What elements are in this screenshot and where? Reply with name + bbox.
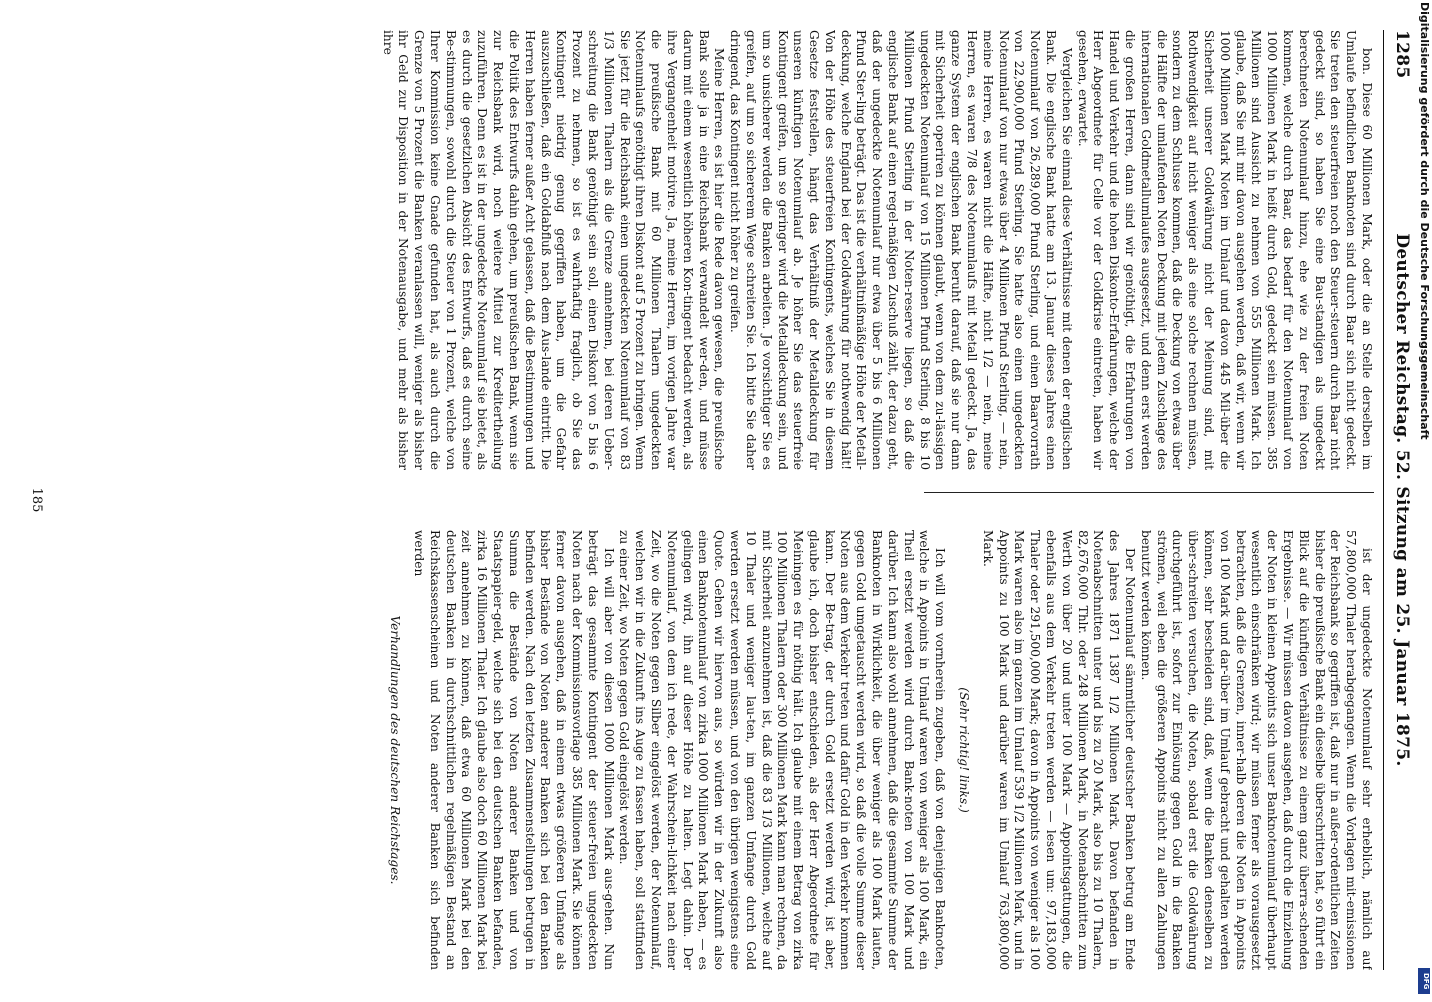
text-column-right: [54, 530, 1374, 970]
paragraph: Ich will aber von diesen 1000 Millionen Mark aus-gehen. Nun beträgt das gesammte Kontingent der steuer-freien ungedeckten Noten nach der Kommissionsvorlage 385 Millionen Mark. Sie können ferner davon ausgehen, daß in einem etwas größeren Umfange als bisher Bestände von Noten anderer Banken sich bei den Banken befinden werden. Nach den letzten Zusammenstellungen betrugen in Summa die Bestände von Noten anderer Banken und von Staatspapier-geld, welche sich bei den deutschen Banken befanden, zirka 16 Millionen Thaler. Ich glaube also doch 60 Millionen Mark bei zeit annehmen zu können, daß etwa 60 Millionen Mark bei den deutschen Banken in durchschnittlichen regelmäßigen Bestand an Reichskassenscheinen und Noten anderer Banken sich befinden werden: [411, 530, 616, 970]
header-page-number: 1285: [1392, 30, 1412, 79]
paragraph: Meine Herren, es ist hier die Rede davon gewesen, die preußische Bank solle ja in eine Reichsbank verwandelt wer-den, und müsse darum mit einem wesentlich höheren Kon-tingent bedacht werden, als ihre Vergangenheit motivire. Ja, meine Herren, im vorigen Jahre war die preußische Bank mit 60 Millionen Thalern ungedeckten Notenumlaufs genöthigt ihren Diskont auf 5 Prozent zu bringen. Wenn Sie jetzt für die Reichsbank einen ungedeckten Notenumlauf von 83 1/3 Millionen Thalern als die Grenze annehmen, bei deren Ueber-schreitung die Bank genöthigt sein soll, einen Diskont von 5 bis 6 Prozent zu nehmen, so ist es wahrhaftig fraglich, ob Sie das Kontingent niedrig genug gegriffen haben, um die Gefahr auszuschließen, daß ein Goldabfluß nach dem Aus-lande eintritt. Die Herren haben ferner außer Acht gelassen, daß die Bestimmungen und die Politik des Entwurfs dahin gehen, um preußischen Bank, wenn sie zur Reichsbank wird, noch weitere Mittel zur Kreditertheilung zuzuführen. Denn es ist in der ungedeckte Notenumlauf sie bietet, als es durch die gesetzlichen Absicht des Entwurfs, daß es durch seine Be-stimmungen, sowohl durch die Steuer von 1 Prozent, welche von Ihrer Kommission keine Gnade gefunden hat, als auch durch die Grenze von 5 Prozent die Banken veranlassen will, weniger als bisher ihr Geld zur Disposition in der Notenausgabe, und mehr als bisher ihre: [380, 30, 727, 470]
paragraph: Vergleichen Sie einmal diese Verhältnisse mit denen der englischen Bank. Die englische Bank hatte am 13. Januar dieses Jahres einen Notenumlauf von 26,289,000 Pfund Sterling, und einen Baarvorrath von 22,900,000 Pfund Sterling. Sie hatte also einen ungedeckten Notenumlauf von nur etwas über 4 Millionen Pfund Sterling, — nein, meine Herren, es waren nicht die Hälfte, nicht 1/2 — nein, meine Herren, es waren 7/8 des Notenumlaufs mit Metall gedeckt. Ja, das ganze System der englischen Bank beruht darauf, daß sie nur dann mit Sicherheit operiren zu können glaubt, wenn von dem zu-lässigen ungedeckten Notenumlauf von 15 Millionen Pfund Sterling, 8 bis 10 Millionen Pfund Sterling in der Noten-reserve liegen, so daß die englische Bank auf einen regel-mäßigen Zuschuß zählt, der dazu geht, daß der ungedeckte Notenumlauf nur etwa über 5 bis 6 Millionen Pfund Ster-ling beträgt. Das ist die verhältnißmäßige Höhe der Metall-deckung, welche England bei der Goldwährung für nothwendig hält! Von der Höhe des steuerfreien Kontingents, welches Sie in diesem Gesetze feststellen, hängt das Verhältniß der Metalldeckung für unseren künftigen Notenumlauf ab. Je höher Sie das steuerfreie Kontingent greifen, um so geringer wird die Metalldeckung sein, und um so unsicherer werden die Banken arbeiten. Je vorsichtiger Sie es greifen, auf um so sichererem Wege schreiten Sie. Ich bitte Sie daher dringend, das Kontingent nicht höher zu greifen.: [728, 30, 1074, 470]
dfg-attribution-strip: [1416, 0, 1432, 1000]
header-title: Deutscher Reichstag. 52. Sitzung am 25. Januar 1875.: [1392, 233, 1412, 767]
page-header: [1383, 30, 1414, 970]
page-footer-number: 185: [29, 487, 44, 513]
interjection: (Sehr richtig! links.): [957, 687, 972, 813]
attribution-text: Digitalisierung gefördert durch die Deutsche Forschungsgemeinschaft: [1418, 2, 1431, 440]
signature-line: Verhandlungen des deutschen Reichstages.: [388, 615, 403, 885]
paragraph: bon. Diese 60 Millionen Mark, oder die an Stelle derselben im Umlaufe befindlichen Banknoten sind durch Baar sich nicht gedeckt. Sie treten den steuerfreien noch den Steuer-steuern durch Baar nicht gedeckt sind, so haben Sie eine Bau-standigen als ungedeckt berechneten Notenumlauf hinzu, ehe wie zu der freien Noten kommen, welche durch Baar, das bedarf für den Notenumlauf von 1000 Millionen Mark in heißt durch Gold, gedeckt sein müssen. 385 Millionen sind Aussicht zu nehmen von 555 Millionen Mark. Ich glaube, daß Sie mit mir davon ausgehen werden, daß wir, wenn wir 1000 Millionen Mark Noten im Umlauf und davon 445 Mil-über die Sicherheit unserer Goldwährung nicht der Meinung sind, mit Rothwendigkeit auf nicht weniger als eine solche rechnen müssen, sondern zu dem Schlusse kommen, daß die Deckung von etwas über die Hälfte der umlaufenden Noten Deckung mit jedem Zuschlage des internationalen Goldmetallumlaufes ausgesetzt, und denn erst werden die großen Herren, dann sind wir genöthigt, die Erfahrungen von Handel und Verkehr und die hohen Diskonto-Erfahrungen, welche der Herr Abgeordnete für Celle vor der Goldkrise eintreten, haben wir gesehen, erwartet.: [1075, 30, 1374, 470]
column-divider: [924, 492, 1374, 493]
text-column-left: [54, 30, 1374, 470]
paragraph: Der Notenumlauf sämmtlicher deutscher Banken betrug am Ende des Jahres 1871 1387 1/2 Millionen Mark. Davon befanden in Notenabschnitten unter und bis zu 20 Mark, also bis zu 10 Thalern, 82,676,000 Thlr. oder 248 Millionen Mark, in Notenabschnitten zum Werth von über 20 und unter 100 Mark — Appointsgattungen, die ebenfalls aus dem Verkehr treten werden — lesen um: 97,183,000 Thaler oder 291,500,000 Mark; davon in Appoints von weniger als 100 Mark waren also im ganzen im Umlauf 539 1/2 Millionen Mark, und in Appoints zu 100 Mark und darüber waren im Umlauf 763,800,000 Mark.: [980, 530, 1138, 970]
paragraph: Ich will vom vornherein zugeben, daß von denjenigen Banknoten, welche in Appoints in Umlauf waren von weniger als 100 Mark, ein Theil ersetzt werden wird durch Bank-noten von 100 Mark und darüber. Ich kann also wohl annehmen, daß die gesammte Summe der Banknoten in Wirklichkeit, die über weniger als 100 Mark lauten, gegen Gold umgetauscht werden wird, so daß die volle Summe dieser Noten aus dem Verkehr treten und dafür Gold in den Verkehr kommen kann. Der Be-trag, der durch Gold ersetzt werden wird, ist aber, glaube ich, doch bisher entschieden, als der Herr Abgeordnete für Meiningen es für nöthig hält. Ich glaube mit einem Betrag von zirka 100 Millionen Thalern oder 300 Millionen Mark kann man rechnen, da mit Sicherheit anzunehmen ist, daß die 83 1/3 Millionen, welche auf 10 Thaler und weniger lau-ten, im ganzen Umfange durch Gold werden ersetzt werden müssen, und von den übrigen wenigstens eine Quote. Gehen wir hiervon aus, so würden wir in der Zukunft also einen Banknotenumlauf von zirka 1000 Millionen Mark haben, — es gelingen wird, ihn auf dieser Höhe zu halten. Legt dahin. Der Notenumlauf, von dem ich rede, der Wahrschein-lichkeit nach einer Zeit, wo die Noten gegen Silber eingelöst werden, der Notenumlauf, welchen wir in die Zukunft ins Auge zu fassen haben, soll stattfinden zu einer Zeit, wo Noten gegen Gold eingelöst werden.: [617, 530, 948, 970]
paragraph: ist der ungedeckte Notenumlauf sehr erheblich, nämlich auf 57,800,000 Thaler herabgegangen. Wenn die Vorlagen mit-emissionen der Reichsbank so gegriffen ist, daß nur in außer-ordentlichen Zeiten bisher die preußische Bank ein dieselbe überschritten hat, so führt ein Blick auf die künftigen Verhältnisse zu einem ganz überra-schenden Ergebnisse. — Wir müssen davon ausgehen, daß durch die Einziehung der Noten in kleinen Appoints sich unser Banknotenumlauf überhaupt wesentlich einschränken wird; wir müssen ferner als vorausgesetzt betrachten, daß die Grenzen, inner-halb deren die Noten in Appoints von 100 Mark und dar-über im Umlauf gebracht und gehalten werden können, sehr bescheiden sind, daß, wenn die Banken denselben zu über-schreiten versuchen, die Noten, sobald erst die Goldwährung durchgeführt ist, sofort zur Einlösung gegen Gold in die Banken strömen, weil eben die größeren Appoints nicht zu allen Zahlungen benutzt werden können.: [1138, 530, 1374, 970]
dfg-logo-icon: DFG: [1418, 968, 1430, 994]
